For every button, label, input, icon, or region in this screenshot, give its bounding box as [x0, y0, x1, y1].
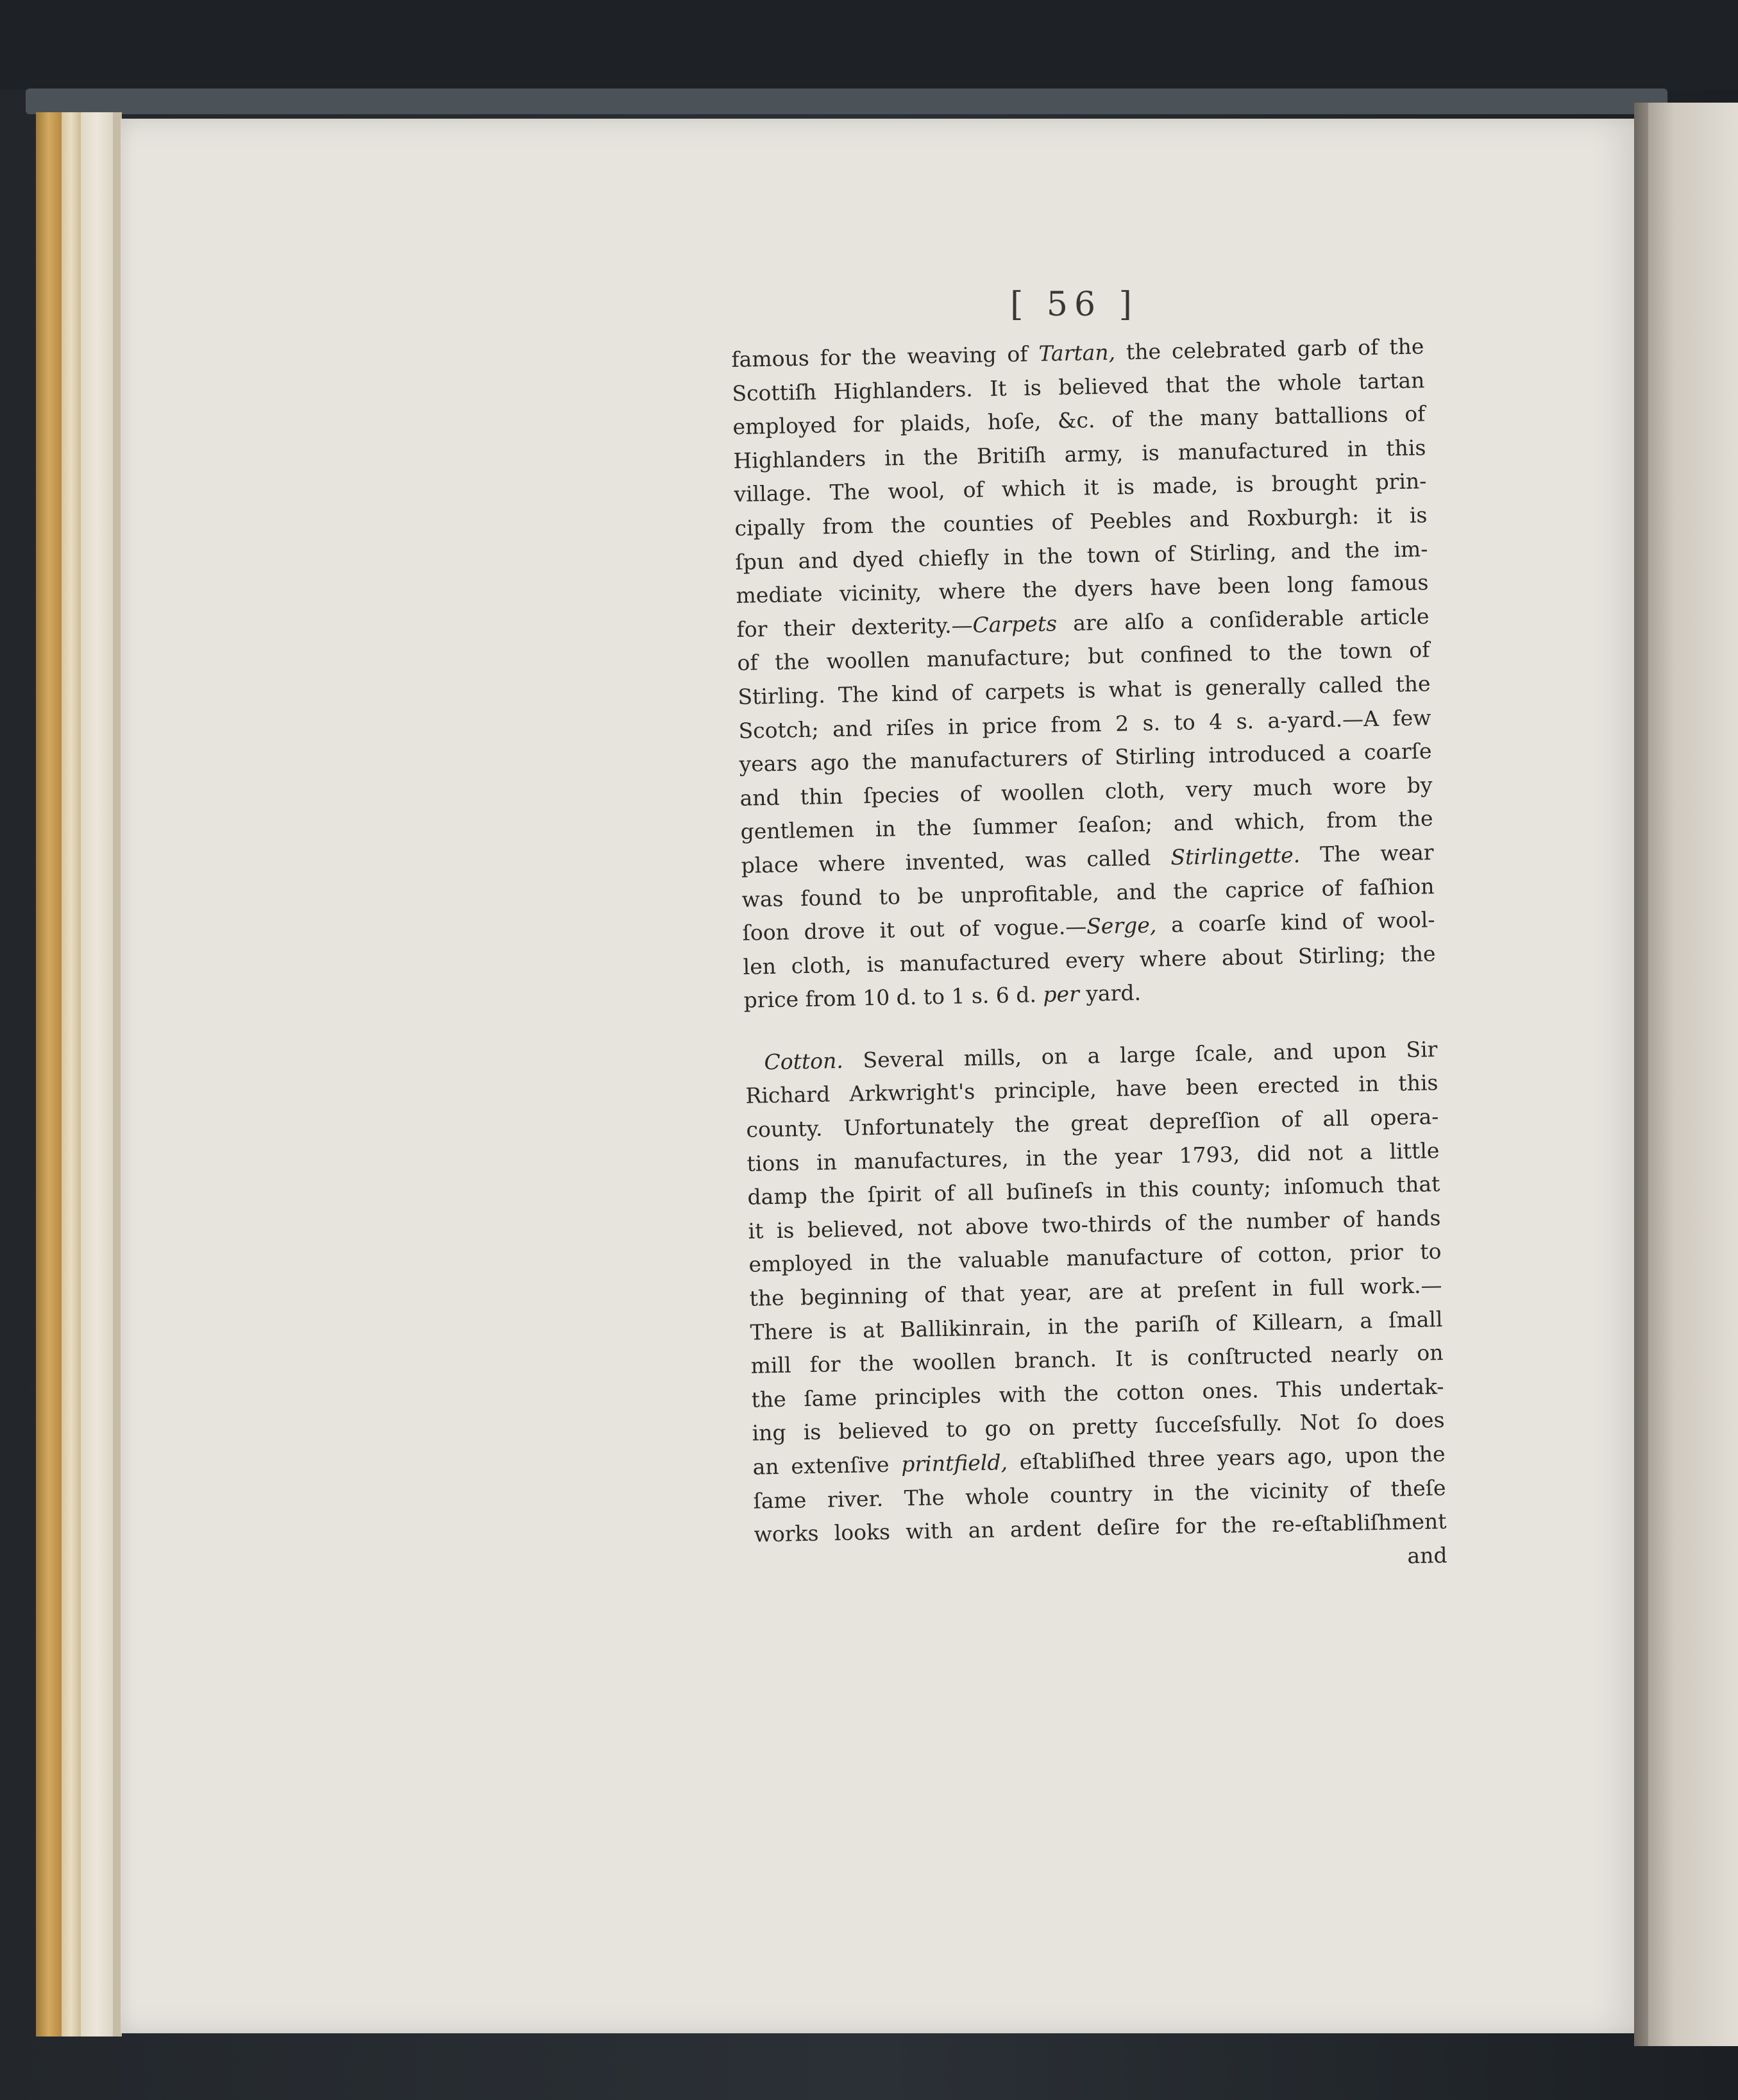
line-text: len cloth, is manufactured every where about Stirling; the: [743, 940, 1436, 979]
line-text: the celebrated garb of the: [1115, 334, 1424, 365]
line-text: price from 10 d. to 1 s. 6 d.: [743, 982, 1043, 1013]
line-text: Stirling. The kind of carpets is what is generally called the: [738, 671, 1431, 709]
cover-top-edge: [26, 89, 1667, 114]
line-text: ſpun and dyed chiefly in the town of Stirling, and the im-: [735, 536, 1428, 575]
line-text: for their dexterity.—: [736, 612, 973, 642]
line-text: Scottiſh Highlanders. It is believed that the whole tartan: [732, 367, 1425, 406]
catchword: and: [1407, 1542, 1447, 1568]
line-text: There is at Ballikinrain, in the pariſh of Killearn, a ſmall: [750, 1306, 1443, 1345]
line-text: county. Unfortunately the great depreſſion of all opera-: [746, 1104, 1439, 1142]
line-text: yard.: [1079, 980, 1142, 1007]
italic-term: Stirlingette.: [1170, 842, 1301, 870]
italic-term: Tartan,: [1038, 339, 1116, 366]
text-block: [731, 330, 1447, 1586]
line-text: it is believed, not above two-thirds of the number of hands: [748, 1205, 1441, 1244]
line-text: Several mills, on a large ſcale, and upon Sir: [843, 1036, 1438, 1073]
page-edge-stack-inner: [81, 112, 113, 2036]
line-text: an extenſive: [752, 1452, 902, 1480]
paragraph: [745, 1033, 1447, 1552]
line-text: of the woollen manufacture; but confined to the town of: [737, 637, 1430, 676]
line-text: ing is believed to go on pretty ſucceſsfully. Not ſo does: [752, 1407, 1445, 1446]
italic-term: Carpets: [972, 611, 1058, 638]
line-text: a coarſe kind of wool-: [1156, 907, 1435, 938]
gilt-page-edge: [36, 112, 62, 2036]
italic-term: Serge,: [1086, 912, 1157, 939]
line-text: Highlanders in the Britiſh army, is manufactured in this: [733, 435, 1426, 473]
next-page-sliver: [1641, 103, 1738, 2046]
line-text: damp the ſpirit of all buſineſs in this county; inſomuch that: [747, 1171, 1440, 1210]
book-gutter: [1634, 103, 1648, 2046]
line-text: village. The wool, of which it is made, is brought prin-: [734, 468, 1427, 507]
line-text: years ago the manufacturers of Stirling introduced a coarſe: [739, 738, 1432, 777]
page-edge-stack: [62, 112, 81, 2036]
line-text: place where invented, was called: [741, 844, 1171, 878]
line-text: ſame river. The whole country in the vicinity of theſe: [753, 1475, 1446, 1514]
line-text: famous for the weaving of: [731, 341, 1039, 372]
line-text: gentlemen in the ſummer ſeaſon; and which, from the: [740, 806, 1433, 845]
line-text: and thin ſpecies of woollen cloth, very much wore by: [739, 772, 1433, 811]
line-text: was found to be unprofitable, and the caprice of faſhion: [741, 873, 1435, 912]
line-text: mediate vicinity, where the dyers have been long famous: [736, 570, 1429, 609]
line-text: employed in the valuable manufacture of cotton, prior to: [748, 1239, 1442, 1278]
italic-term: Cotton.: [764, 1047, 844, 1075]
line-text: The wear: [1299, 840, 1434, 868]
line-text: mill for the woollen branch. It is conſtructed nearly on: [750, 1340, 1444, 1378]
line-text: Scotch; and riſes in price from 2 s. to 4 s. a-yard.—A few: [738, 704, 1431, 743]
italic-term: printfield,: [900, 1450, 1008, 1477]
paragraph: [731, 330, 1437, 1017]
line-text: employed for plaids, hoſe, &c. of the many battallions of: [732, 401, 1426, 440]
line-text: eſtabliſhed three years ago, upon the: [1007, 1441, 1446, 1475]
line-text: Richard Arkwright's principle, have been erected in this: [745, 1070, 1438, 1109]
line-text: cipally from the counties of Peebles and Roxburgh: it is: [734, 502, 1428, 541]
line-text: tions in manufactures, in the year 1793, did not a little: [747, 1137, 1440, 1176]
line-text: ſoon drove it out of vogue.—: [742, 913, 1087, 945]
line-text: the beginning of that year, are at preſent in full work.—: [749, 1273, 1442, 1311]
italic-term: per: [1043, 981, 1080, 1008]
line-text: are alſo a conſiderable article: [1056, 603, 1430, 636]
line-text: the ſame principles with the cotton ones. This undertak-: [751, 1373, 1444, 1412]
line-text: works looks with an ardent deſire for the re-eſtabliſhment: [754, 1509, 1447, 1547]
page-number: [ 56 ]: [1010, 285, 1138, 324]
